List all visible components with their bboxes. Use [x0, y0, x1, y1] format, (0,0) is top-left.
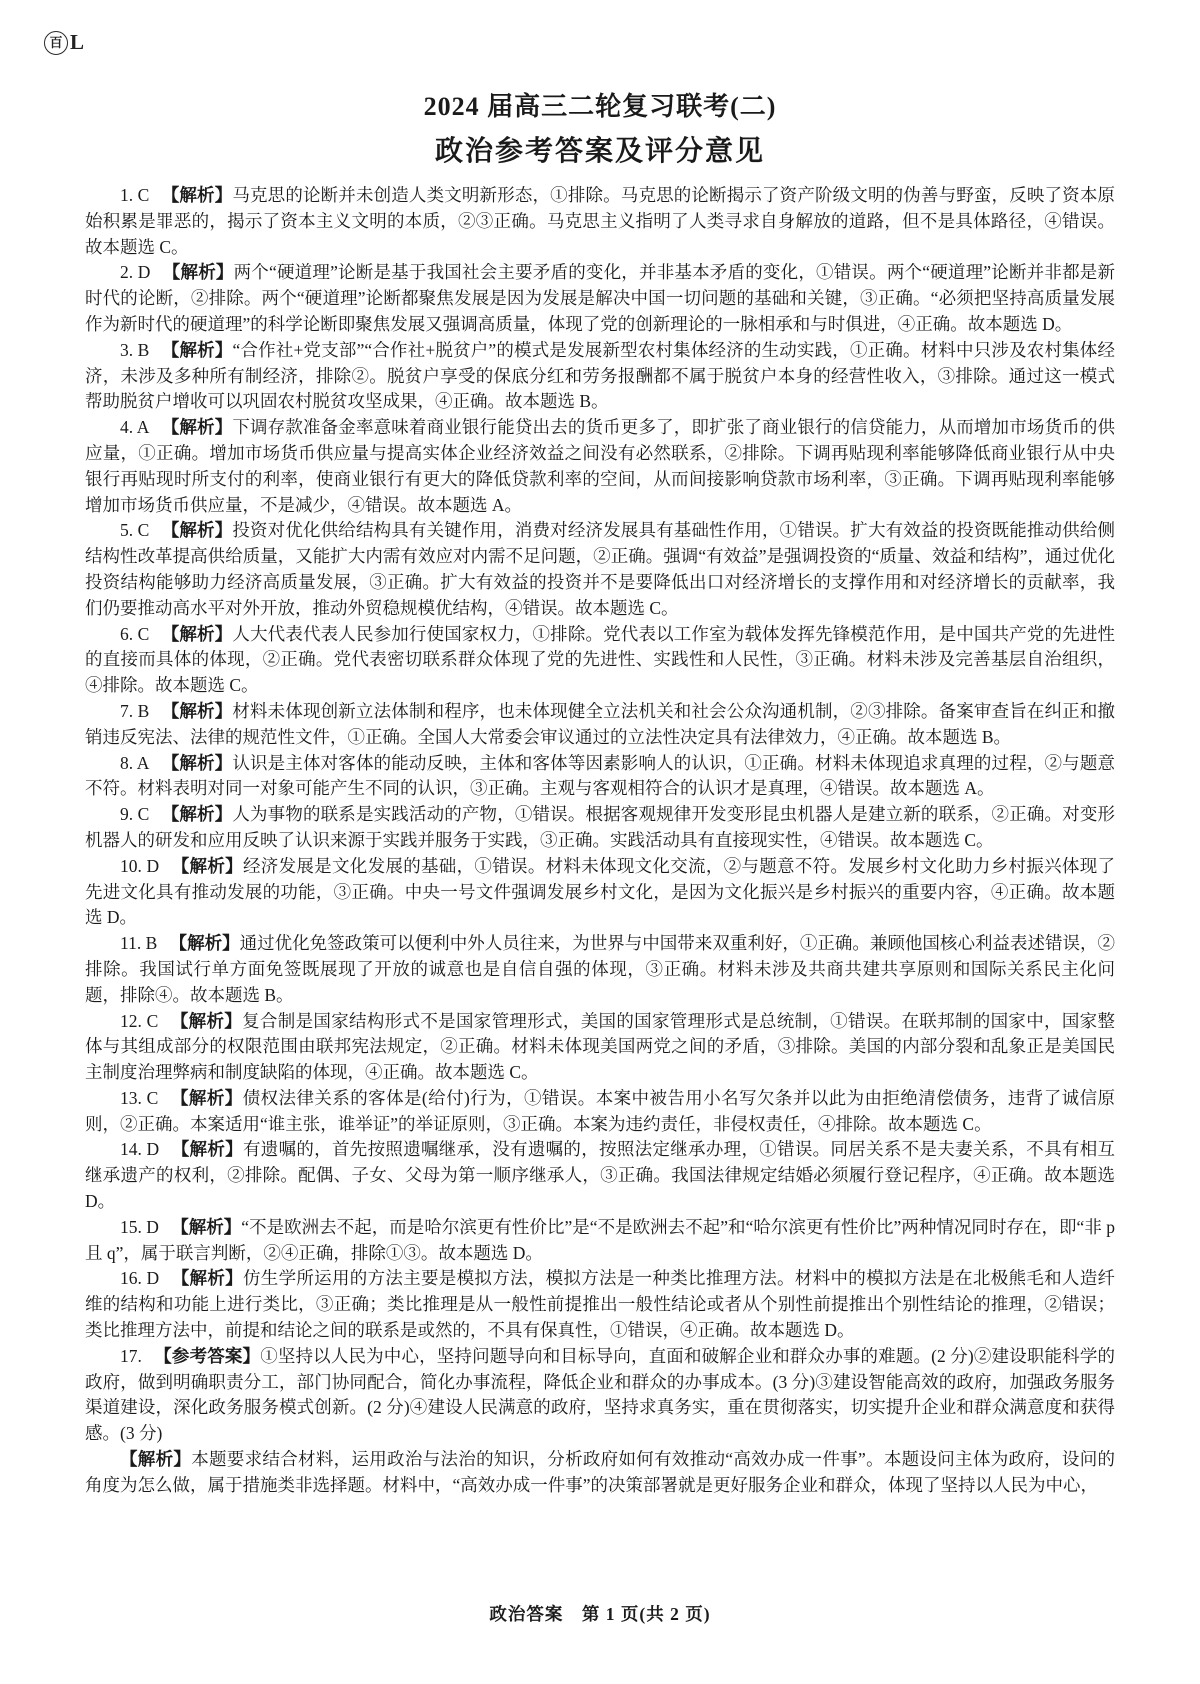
- answer-paragraph: [85, 518, 1115, 621]
- answer-paragraph: [85, 1266, 1115, 1343]
- answer-text: 本题要求结合材料，运用政治与法治的知识，分析政府如何有效推动“高效办成一件事”。本题设问主体为政府，设问的角度为怎么做，属于措施类非选择题。材料中，“高效办成一件事”的决策部署就是更好服务企业和群众，体现了坚持以人民为中心，: [85, 1449, 1116, 1495]
- answer-number: 17.: [120, 1345, 142, 1366]
- answer-text: 下调存款准备金率意味着商业银行能贷出去的货币更多了，即扩张了商业银行的信贷能力，从而增加市场货币的供应量，①正确。增加市场货币供应量与提高实体企业经济效益之间没有必然联系，②排除。下调再贴现利率能够降低商业银行从中央银行再贴现时所支付的利率，使商业银行有更大的降低贷款利率的空间，从而间接影响贷款市场利率，③正确。下调再贴现利率能够增加市场货币供应量，不是减少，④错误。故本题选 A。: [85, 417, 1115, 515]
- analysis-label: 【解析】: [161, 752, 233, 773]
- answer-number: 9. C: [120, 804, 150, 825]
- answer-paragraph: [85, 1086, 1115, 1138]
- analysis-label: 【解析】: [170, 1087, 243, 1108]
- answer-text: “合作社+党支部”“合作社+脱贫户”的模式是发展新型农村集体经济的生动实践，①正确。材料中只涉及农村集体经济，未涉及多种所有制经济，排除②。脱贫户享受的保底分红和劳务报酬都不属于脱贫户本身的经营性收入，③排除。通过这一模式帮助脱贫户增收可以巩固农村脱贫攻坚成果，④正确。故本题选 B。: [85, 339, 1115, 412]
- answer-paragraph: [85, 260, 1115, 337]
- logo-suffix: L: [70, 30, 85, 54]
- analysis-label: 【解析】: [120, 1449, 192, 1470]
- analysis-label: 【解析】: [161, 185, 233, 205]
- answer-paragraph: [85, 183, 1115, 260]
- analysis-label: 【解析】: [171, 1268, 243, 1289]
- analysis-label: 【解析】: [161, 339, 233, 360]
- answer-text: 马克思的论断并未创造人类文明新形态，①排除。马克思的论断揭示了资产阶级文明的伪善与野蛮，反映了资本原始积累是罪恶的，揭示了资本主义文明的本质，②③正确。马克思主义指明了人类寻求自身解放的道路，但不是具体路径，④错误。故本题选 C。: [85, 185, 1115, 257]
- answer-number: 15. D: [120, 1216, 159, 1237]
- analysis-label: 【参考答案】: [154, 1345, 261, 1366]
- answer-number: 11. B: [120, 933, 158, 954]
- answer-paragraph: [85, 1215, 1115, 1267]
- answer-text: 人为事物的联系是实践活动的产物，①错误。根据客观规律开发变形昆虫机器人是建立新的联系，②正确。对变形机器人的研发和应用反映了认识来源于实践并服务于实践，③正确。实践活动具有直接现实性，④错误。故本题选 C。: [85, 804, 1115, 850]
- answer-text: 债权法律关系的客体是(给付)行为，①错误。本案中被告用小名写欠条并以此为由拒绝清偿债务，违背了诚信原则，②正确。本案适用“谁主张，谁举证”的举证原则，③正确。本案为违约责任，非侵权责任，④排除。故本题选 C。: [85, 1087, 1115, 1134]
- publisher-logo: [44, 30, 84, 55]
- analysis-label: 【解析】: [171, 1216, 242, 1237]
- answer-paragraph: [85, 1137, 1115, 1214]
- answer-text: ①坚持以人民为中心，坚持问题导向和目标导向，直面和破解企业和群众办事的难题。(2 分)②建设职能科学的政府，做到明确职责分工，部门协同配合，简化办事流程，降低企业和群众的办事成本。(3 分)③建设智能高效的政府，加强政务服务渠道建设，深化政务服务模式创新。(2 分)④建设人民满意的政府，坚持求真务实，重在贯彻落实，切实提升企业和群众满意度和获得感。(3 分): [85, 1345, 1115, 1444]
- analysis-label: 【解析】: [161, 417, 233, 438]
- answer-paragraph: [85, 338, 1115, 415]
- answer-number: 4. A: [120, 417, 150, 438]
- answer-text: 材料未体现创新立法体制和程序，也未体现健全立法机关和社会公众沟通机制，②③排除。备案审查旨在纠正和撤销违反宪法、法律的规范性文件，①正确。全国人大常委会审议通过的立法性决定具有法律效力，④正确。故本题选 B。: [85, 700, 1115, 747]
- answers-list: [85, 183, 1115, 1499]
- analysis-label: 【解析】: [171, 1139, 243, 1160]
- answer-paragraph: [85, 415, 1115, 518]
- circled-character-icon: 百: [44, 31, 68, 55]
- answer-number: 5. C: [120, 520, 150, 541]
- answer-paragraph: [85, 1447, 1115, 1499]
- answer-paragraph: [85, 931, 1115, 1008]
- analysis-label: 【解析】: [169, 933, 240, 954]
- analysis-label: 【解析】: [170, 1010, 243, 1031]
- answer-number: 1. C: [120, 185, 150, 205]
- analysis-label: 【解析】: [161, 623, 233, 644]
- exam-title: 2024 届高三二轮复习联考(二): [423, 92, 777, 121]
- answer-text: 仿生学所运用的方法主要是模拟方法，模拟方法是一种类比推理方法。材料中的模拟方法是在北极熊毛和人造纤维的结构和功能上进行类比，③正确；类比推理是从一般性前提推出一般性结论或者从个别性前提推出个别性结论的推理，②错误；类比推理方法中，前提和结论之间的联系是或然的，不具有保真性，①错误，④正确。故本题选 D。: [85, 1268, 1116, 1341]
- answer-number: 10. D: [120, 855, 160, 876]
- answer-paragraph: [85, 699, 1115, 751]
- answer-text: 通过优化免签政策可以便利中外人员往来，为世界与中国带来双重利好，①正确。兼顾他国核心利益表述错误，②排除。我国试行单方面免签既展现了开放的诚意也是自信自强的体现，③正确。材料未涉及共商共建共享原则和国际关系民主化问题，排除④。故本题选 B。: [85, 933, 1116, 1005]
- answer-text: 经济发展是文化发展的基础，①错误。材料未体现文化交流，②与题意不符。发展乡村文化助力乡村振兴体现了先进文化具有推动发展的功能，③正确。中央一号文件强调发展乡村文化，是因为文化振兴是乡村振兴的重要内容，④正确。故本题选 D。: [85, 855, 1116, 928]
- answer-text: 复合制是国家结构形式不是国家管理形式，美国的国家管理形式是总统制，①错误。在联邦制的国家中，国家整体与其组成部分的权限范围由联邦宪法规定，②正确。材料未体现美国两党之间的矛盾，③排除。美国的内部分裂和乱象正是美国民主制度治理弊病和制度缺陷的体现，④正确。故本题选 C。: [85, 1010, 1115, 1083]
- answer-paragraph: [85, 802, 1115, 854]
- answer-text: 两个“硬道理”论断是基于我国社会主要矛盾的变化，并非基本矛盾的变化，①错误。两个“硬道理”论断并非都是新时代的论断，②排除。两个“硬道理”论断都聚焦发展是因为发展是解决中国一切问题的基础和关键，③正确。“必须把坚持高质量发展作为新时代的硬道理”的科学论断即聚焦发展又强调高质量，体现了党的创新理论的一脉相承和与时俱进，④正确。故本题选 D。: [85, 262, 1115, 334]
- answer-paragraph: [85, 622, 1115, 699]
- page-footer: 政治答案 第 1 页(共 2 页): [489, 1604, 711, 1624]
- answer-sheet-subtitle: 政治参考答案及评分意见: [434, 135, 765, 166]
- analysis-label: 【解析】: [161, 520, 233, 541]
- analysis-label: 【解析】: [171, 855, 243, 876]
- answer-paragraph: [85, 1344, 1115, 1447]
- answer-paragraph: [85, 854, 1115, 931]
- answer-text: “不是欧洲去不起，而是哈尔滨更有性价比”是“不是欧洲去不起”和“哈尔滨更有性价比”两种情况同时存在，即“非 p 且 q”，属于联言判断，②④正确，排除①③。故本题选 D。: [85, 1216, 1116, 1263]
- answer-paragraph: [85, 751, 1115, 803]
- answer-number: 16. D: [120, 1268, 160, 1289]
- answer-number: 6. C: [120, 623, 150, 644]
- analysis-label: 【解析】: [161, 804, 233, 825]
- answer-paragraph: [85, 1009, 1115, 1086]
- answer-number: 3. B: [120, 339, 150, 360]
- answer-number: 8. A: [120, 752, 150, 773]
- answer-text: 认识是主体对客体的能动反映，主体和客体等因素影响人的认识，①正确。材料未体现追求真理的过程，②与题意不符。材料表明对同一对象可能产生不同的认识，③正确。主观与客观相符合的认识才是真理，④错误。故本题选 A。: [85, 752, 1115, 799]
- answer-text: 投资对优化供给结构具有关键作用，消费对经济发展具有基础性作用，①错误。扩大有效益的投资既能推动供给侧结构性改革提高供给质量，又能扩大内需有效应对内需不足问题，②正确。强调“有效益”是强调投资的“质量、效益和结构”，通过优化投资结构能够助力经济高质量发展，③正确。扩大有效益的投资并不是要降低出口对经济增长的支撑作用和对经济增长的贡献率，我们仍要推动高水平对外开放，推动外贸稳规模优结构，④错误。故本题选 C。: [85, 520, 1115, 618]
- answer-number: 14. D: [120, 1139, 160, 1160]
- answer-number: 13. C: [120, 1087, 159, 1108]
- answer-number: 12. C: [120, 1010, 159, 1031]
- answer-text: 人大代表代表人民参加行使国家权力，①排除。党代表以工作室为载体发挥先锋模范作用，是中国共产党的先进性的直接而具体的体现，②正确。党代表密切联系群众体现了党的先进性、实践性和人民性，③正确。材料未涉及完善基层自治组织，④排除。故本题选 C。: [85, 623, 1115, 696]
- answer-number: 2. D: [120, 262, 151, 283]
- answer-number: 7. B: [120, 700, 150, 721]
- analysis-label: 【解析】: [162, 262, 234, 283]
- answer-text: 有遗嘱的，首先按照遗嘱继承，没有遗嘱的，按照法定继承办理，①错误。同居关系不是夫妻关系，不具有相互继承遗产的权利，②排除。配偶、子女、父母为第一顺序继承人，③正确。我国法律规定结婚必须履行登记程序，④正确。故本题选 D。: [85, 1139, 1116, 1212]
- analysis-label: 【解析】: [161, 700, 233, 721]
